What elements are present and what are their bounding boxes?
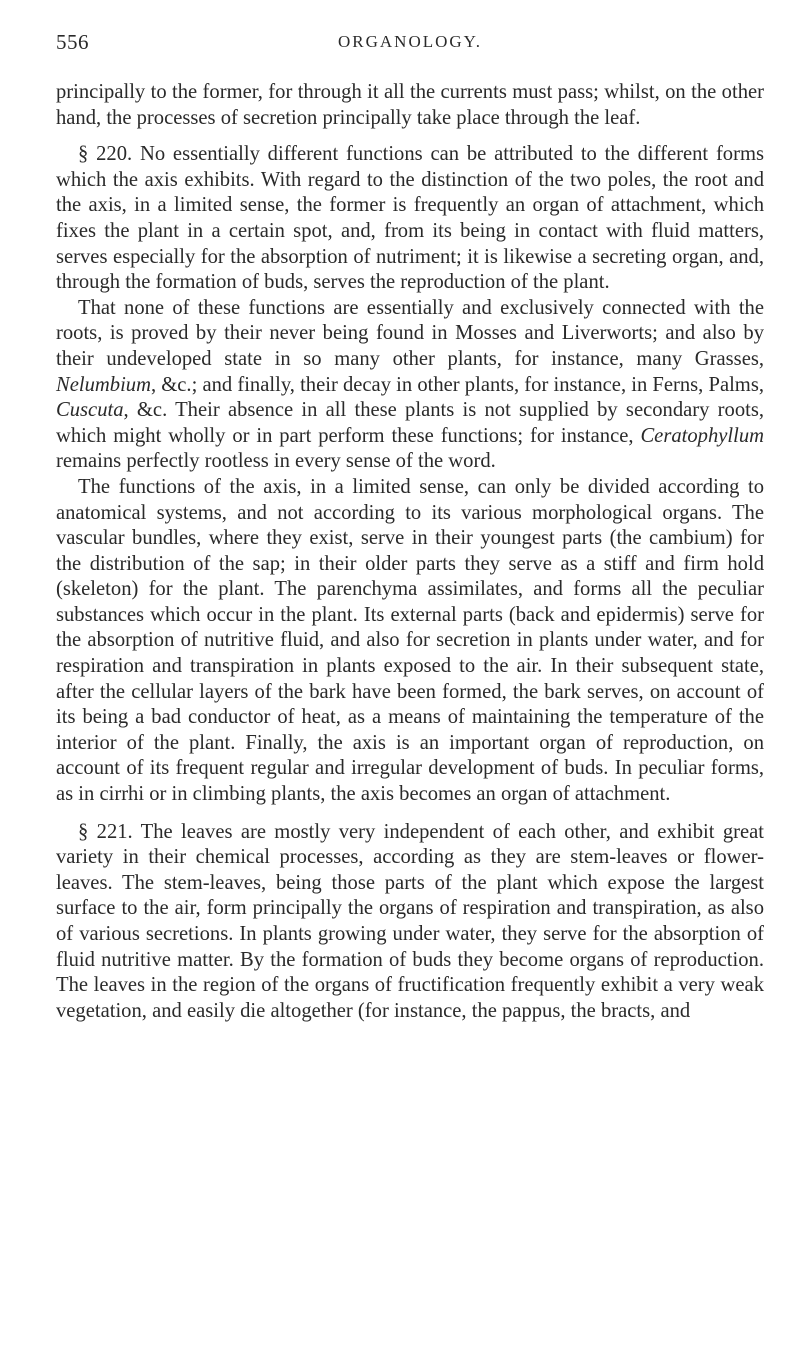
paragraph-roots-functions: [56, 296, 764, 475]
running-head: ORGANOLOGY.: [338, 32, 482, 51]
page-number: 556: [56, 30, 89, 54]
paragraph-section-221: § 221. The leaves are mostly very independent of each other, and exhibit great variety in their chemical processes, according as they are stem-leaves or flower-leaves. The stem-leaves, being those parts of the plant which expose the largest surface to the air, form principally the organs of respiration and transpiration, as also of various secretions. In plants growing under water, they serve for the absorption of fluid nutritive matter. By the formation of buds they become organs of reproduction. The leaves in the region of the organs of fructification frequently exhibit a very weak vegetation, and easily die altogether (for instance, the pappus, the bracts, and: [56, 820, 764, 1022]
page-header: [56, 30, 764, 64]
body-text: [56, 80, 764, 1024]
italic-term-cuscuta: Cuscuta: [56, 399, 124, 422]
paragraph-continuation: principally to the former, for through it all the currents must pass; whilst, on the other hand, the processes of secretion principally take place through the leaf.: [56, 81, 764, 129]
text-run: , &c. Their absence in all these plants is not supplied by secondary roots, which might wholly or in part perform these functions; for instance,: [56, 399, 764, 447]
book-page: [56, 30, 764, 1024]
text-run: That none of these functions are essentially and exclusively connected with the roots, is proved by their never being found in Mosses and Liverworts; and also by their undeveloped state in so many other plants, for instance, many Grasses,: [56, 296, 764, 370]
italic-term-nelumbium: Nelumbium: [56, 373, 151, 396]
text-run: , &c.; and finally, their decay in other plants, for instance, in Ferns, Palms,: [150, 373, 764, 396]
paragraph-axis-functions: The functions of the axis, in a limited sense, can only be divided according to anatomical systems, and not according to its various morphological organs. The vascular bundles, where they exist, serve in their youngest parts (the cambium) for the distribution of the sap; in their older parts they serve as a stiff and firm hold (skeleton) for the plant. The parenchyma assimilates, and forms all the peculiar substances which occur in the plant. Its external parts (back and epidermis) serve for the absorption of nutritive fluid, and also for secretion in plants under water, and for respiration and transpiration in plants exposed to the air. In their subsequent state, after the cellular layers of the bark have been formed, the bark serves, on account of its being a bad conductor of heat, as a means of maintaining the temperature of the interior of the plant. Finally, the axis is an important organ of reproduction, on account of its frequent regular and irregular development of buds. In peculiar forms, as in cirrhi or in climbing plants, the axis becomes an organ of attachment.: [56, 475, 764, 806]
paragraph-section-220: § 220. No essentially different functions can be attributed to the different forms which the axis exhibits. With regard to the distinction of the two poles, the root and the axis, in a limited sense, the former is frequently an organ of attachment, which fixes the plant in a certain spot, and, from its being in contact with fluid matters, serves especially for the absorption of nutriment; it is likewise a secreting organ, and, through the formation of buds, serves the reproduction of the plant.: [56, 143, 764, 294]
italic-term-ceratophyllum: Ceratophyllum: [640, 424, 764, 447]
text-run: remains perfectly rootless in every sense of the word.: [56, 450, 496, 473]
